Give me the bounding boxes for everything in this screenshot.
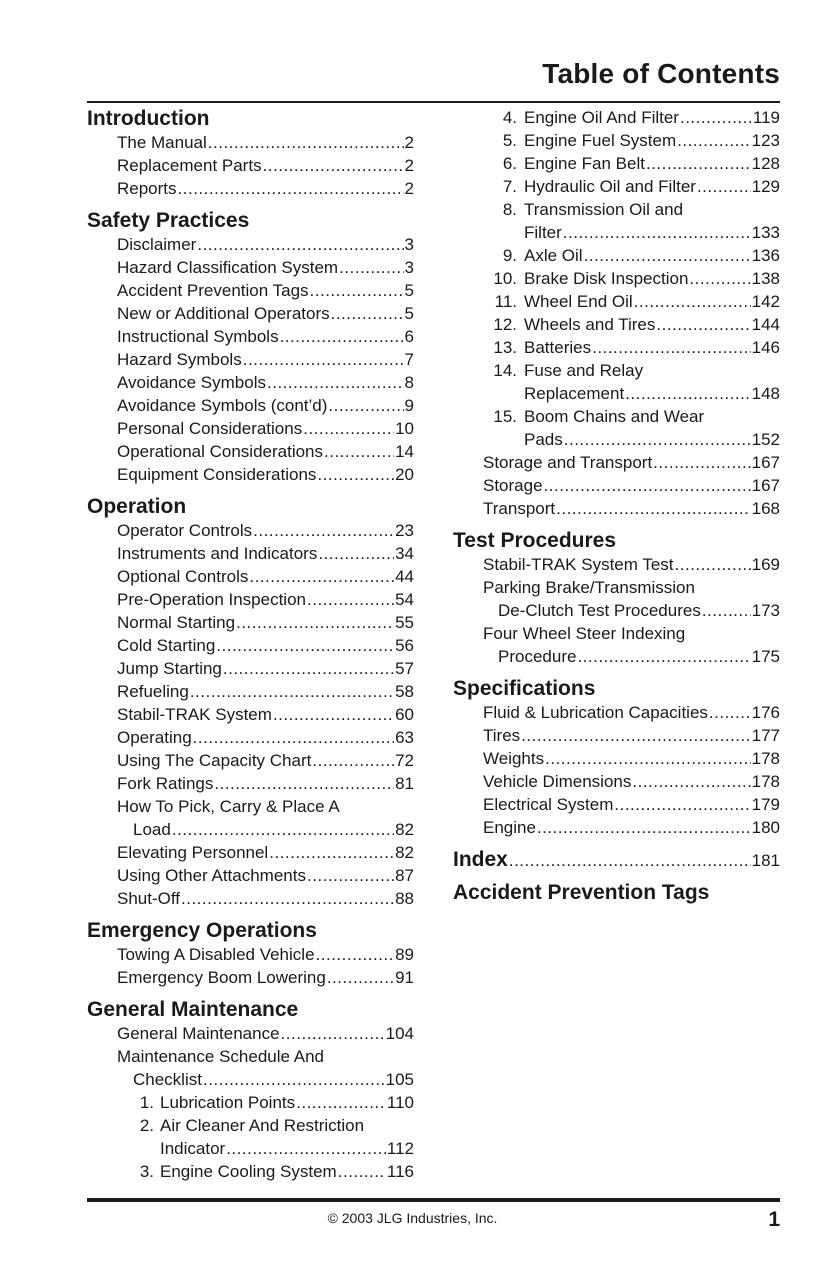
toc-entry[interactable] (453, 576, 780, 599)
page-ref: 88 (395, 889, 414, 908)
toc-entry[interactable] (453, 816, 780, 839)
entry-number: 2. (139, 1116, 154, 1135)
dot-leader (563, 221, 751, 244)
toc-entry[interactable] (87, 417, 414, 440)
toc-entry[interactable] (87, 864, 414, 887)
numbered-entry[interactable] (453, 106, 780, 129)
toc-entry[interactable] (453, 701, 780, 724)
toc-entry[interactable] (87, 841, 414, 864)
dot-leader (273, 703, 394, 726)
dot-leader (178, 177, 404, 200)
dot-leader (223, 657, 394, 680)
dot-leader (214, 772, 394, 795)
entry-label: Accident Prevention Tags (117, 281, 309, 300)
entry-number: 10. (493, 269, 517, 288)
entry-number: 9. (502, 246, 517, 265)
entry-label: Normal Starting (117, 613, 236, 632)
numbered-entry[interactable] (453, 313, 780, 336)
page-ref: 20 (395, 465, 414, 484)
page-ref: 178 (751, 772, 780, 791)
page-ref: 176 (751, 703, 780, 722)
page-ref: 169 (751, 555, 780, 574)
numbered-entry[interactable] (453, 129, 780, 152)
dot-leader (677, 129, 750, 152)
page-ref: 57 (395, 659, 414, 678)
page-ref: 56 (395, 636, 414, 655)
entry-label-continued: Checklist (133, 1070, 202, 1089)
page-ref: 128 (751, 154, 780, 173)
toc-entry[interactable] (87, 772, 414, 795)
page-ref: 181 (751, 851, 780, 870)
dot-leader (317, 463, 394, 486)
page-ref: 7 (404, 350, 414, 369)
entry-label: Brake Disk Inspection (524, 269, 689, 288)
numbered-entry[interactable] (453, 290, 780, 313)
entry-label: Transport (483, 499, 556, 518)
dot-leader (331, 302, 404, 325)
numbered-entry[interactable] (87, 1091, 414, 1114)
entry-label: New or Additional Operators (117, 304, 330, 323)
page-ref: 3 (404, 258, 414, 277)
entry-label: Maintenance Schedule And (117, 1047, 324, 1066)
entry-label: Wheels and Tires (524, 315, 656, 334)
page-ref: 54 (395, 590, 414, 609)
dot-leader (310, 279, 404, 302)
dot-leader (625, 382, 750, 405)
numbered-entry[interactable] (453, 152, 780, 175)
entry-label: Engine Fuel System (524, 131, 677, 150)
dot-leader (339, 256, 403, 279)
numbered-entry[interactable] (87, 1114, 414, 1137)
dot-leader (632, 770, 750, 793)
page-ref: 63 (395, 728, 414, 747)
entry-label: The Manual (117, 133, 207, 152)
entry-number: 14. (493, 361, 517, 380)
dot-leader (181, 887, 394, 910)
entry-label: Operational Considerations (117, 442, 324, 461)
entry-label: Disclaimer (117, 235, 197, 254)
page-ref: 146 (751, 338, 780, 357)
page-ref: 167 (751, 453, 780, 472)
page-ref: 9 (404, 396, 414, 415)
dot-leader (702, 599, 751, 622)
dot-leader (324, 440, 394, 463)
toc-entry[interactable] (87, 519, 414, 542)
page-ref: 55 (395, 613, 414, 632)
entry-label-continued: Procedure (498, 647, 577, 666)
page-title: Table of Contents (542, 58, 780, 89)
dot-leader (216, 634, 394, 657)
bottom-rule (87, 1198, 780, 1202)
page-ref: 144 (751, 315, 780, 334)
dot-leader (303, 417, 394, 440)
toc-entry[interactable] (87, 966, 414, 989)
numbered-entry[interactable] (87, 1160, 414, 1183)
toc-entry[interactable] (87, 634, 414, 657)
dot-leader (709, 701, 751, 724)
dot-leader (307, 864, 394, 887)
toc-entry[interactable] (87, 279, 414, 302)
entry-number: 3. (139, 1162, 154, 1181)
toc-entry[interactable] (87, 703, 414, 726)
entry-continuation[interactable] (453, 428, 780, 451)
entry-label: Refueling (117, 682, 189, 701)
entry-label: Instructional Symbols (117, 327, 279, 346)
page-ref: 116 (386, 1162, 414, 1181)
page-ref: 119 (752, 108, 780, 127)
section-heading: Test Procedures (453, 529, 617, 552)
dot-leader (634, 290, 751, 313)
toc-entry[interactable] (87, 887, 414, 910)
toc-entry[interactable] (87, 588, 414, 611)
page-ref: 82 (395, 820, 414, 839)
dot-leader (545, 747, 751, 770)
page-ref: 177 (751, 726, 780, 745)
toc-entry[interactable] (87, 1045, 414, 1068)
dot-leader (226, 1137, 386, 1160)
entry-continuation[interactable] (453, 599, 780, 622)
page-ref: 129 (751, 177, 780, 196)
page-ref: 142 (751, 292, 780, 311)
dot-leader (656, 313, 750, 336)
numbered-entry[interactable] (453, 267, 780, 290)
dot-leader (281, 1022, 385, 1045)
dot-leader (190, 680, 394, 703)
entry-label: Hazard Symbols (117, 350, 242, 369)
page-ref: 110 (386, 1093, 414, 1112)
entry-continuation[interactable] (453, 221, 780, 244)
page-ref: 44 (395, 567, 414, 586)
page-ref: 179 (751, 795, 780, 814)
dot-leader (544, 474, 751, 497)
entry-label: Electrical System (483, 795, 614, 814)
entry-label: Reports (117, 179, 177, 198)
entry-continuation[interactable] (87, 818, 414, 841)
entry-label: Equipment Considerations (117, 465, 317, 484)
entry-label: Engine Oil And Filter (524, 108, 679, 127)
page-ref: 5 (404, 304, 414, 323)
entry-label: Transmission Oil and (524, 200, 684, 219)
page-ref: 81 (395, 774, 414, 793)
page-ref: 87 (395, 866, 414, 885)
entry-label: Using Other Attachments (117, 866, 306, 885)
section-heading: Specifications (453, 677, 596, 700)
entry-label: Boom Chains and Wear (524, 407, 705, 426)
entry-label: Storage and Transport (483, 453, 653, 472)
entry-label: Pre-Operation Inspection (117, 590, 306, 609)
dot-leader (280, 325, 404, 348)
toc-entry[interactable] (87, 565, 414, 588)
toc-entry[interactable] (453, 451, 780, 474)
entry-label: Emergency Boom Lowering (117, 968, 326, 987)
page-ref: 152 (751, 430, 780, 449)
toc-entry[interactable] (453, 724, 780, 747)
dot-leader (269, 841, 394, 864)
entry-label: Stabil-TRAK System (117, 705, 272, 724)
page-ref: 2 (404, 156, 414, 175)
dot-leader (263, 154, 404, 177)
entry-label: Hydraulic Oil and Filter (524, 177, 696, 196)
toc-entry[interactable] (87, 348, 414, 371)
page-ref: 58 (395, 682, 414, 701)
entry-label: Storage (483, 476, 543, 495)
dot-leader (296, 1091, 386, 1114)
dot-leader (577, 645, 750, 668)
footer-copyright: © 2003 JLG Industries, Inc. (327, 1210, 498, 1226)
entry-label: Fluid & Lubrication Capacities (483, 703, 708, 722)
entry-label: Shut-Off (117, 889, 180, 908)
page-ref: 173 (751, 601, 780, 620)
entry-label: Replacement Parts (117, 156, 262, 175)
dot-leader (556, 497, 751, 520)
dot-leader (253, 519, 394, 542)
toc-entry[interactable] (87, 726, 414, 749)
toc-entry[interactable] (87, 611, 414, 634)
entry-label: Weights (483, 749, 545, 768)
entry-label: Using The Capacity Chart (117, 751, 312, 770)
entry-continuation[interactable] (87, 1137, 414, 1160)
toc-entry[interactable] (453, 622, 780, 645)
entry-label: Vehicle Dimensions (483, 772, 632, 791)
numbered-entry[interactable] (453, 244, 780, 267)
dot-leader (318, 542, 394, 565)
entry-continuation[interactable] (453, 382, 780, 405)
toc-entry[interactable] (453, 747, 780, 770)
page-ref: 2 (404, 133, 414, 152)
page-ref: 148 (751, 384, 780, 403)
entry-label: Elevating Personnel (117, 843, 269, 862)
entry-label-continued: Indicator (160, 1139, 226, 1158)
dot-leader (236, 611, 394, 634)
page-ref: 3 (404, 235, 414, 254)
entry-label-continued: De-Clutch Test Procedures (498, 601, 701, 620)
dot-leader (564, 428, 751, 451)
dot-leader (328, 394, 403, 417)
entry-label: General Maintenance (117, 1024, 280, 1043)
toc-entry[interactable] (87, 394, 414, 417)
entry-number: 7. (502, 177, 517, 196)
toc-left-column (87, 106, 414, 1183)
toc-entry[interactable] (453, 474, 780, 497)
entry-label: Tires (483, 726, 521, 745)
toc-entry[interactable] (87, 542, 414, 565)
entry-label: Axle Oil (524, 246, 583, 265)
entry-label: Engine Fan Belt (524, 154, 645, 173)
entry-continuation[interactable] (87, 1068, 414, 1091)
page-ref: 175 (751, 647, 780, 666)
entry-label: Stabil-TRAK System Test (483, 555, 674, 574)
page-ref: 133 (751, 223, 780, 242)
entry-label-continued: Replacement (524, 384, 625, 403)
dot-leader (316, 943, 395, 966)
entry-label: Jump Starting (117, 659, 222, 678)
numbered-entry[interactable] (453, 359, 780, 382)
dot-leader (172, 818, 394, 841)
dot-leader (697, 175, 751, 198)
toc-entry[interactable] (87, 795, 414, 818)
entry-label: Fuse and Relay (524, 361, 644, 380)
entry-label: Personal Considerations (117, 419, 303, 438)
entry-label: Hazard Classification System (117, 258, 339, 277)
page-ref: 72 (395, 751, 414, 770)
dot-leader (521, 724, 750, 747)
page-ref: 91 (395, 968, 414, 987)
dot-leader (653, 451, 750, 474)
section-heading: Accident Prevention Tags (453, 881, 710, 904)
entry-number: 11. (494, 292, 517, 311)
toc-entry[interactable] (87, 233, 414, 256)
page-ref: 136 (751, 246, 780, 265)
section-heading: Introduction (87, 107, 210, 130)
page-ref: 6 (404, 327, 414, 346)
page-ref: 138 (751, 269, 780, 288)
entry-label: Towing A Disabled Vehicle (117, 945, 315, 964)
entry-continuation[interactable] (453, 645, 780, 668)
dot-leader (208, 131, 404, 154)
page-ref: 89 (395, 945, 414, 964)
dot-leader (689, 267, 750, 290)
top-rule (87, 101, 780, 103)
entry-number: 5. (502, 131, 517, 150)
page-ref: 105 (385, 1070, 414, 1089)
numbered-entry[interactable] (453, 336, 780, 359)
page-ref: 5 (404, 281, 414, 300)
page-ref: 8 (404, 373, 414, 392)
entry-label: Air Cleaner And Restriction (160, 1116, 365, 1135)
dot-leader (646, 152, 751, 175)
entry-label: Avoidance Symbols (117, 373, 266, 392)
toc-entry[interactable] (453, 553, 780, 576)
section-heading: Safety Practices (87, 209, 250, 232)
dot-leader (584, 244, 751, 267)
dot-leader (249, 565, 394, 588)
dot-leader (197, 233, 403, 256)
entry-number: 1. (139, 1093, 154, 1112)
dot-leader (592, 336, 751, 359)
page-ref: 123 (751, 131, 780, 150)
page-ref: 168 (751, 499, 780, 518)
toc-entry[interactable] (87, 131, 414, 154)
dot-leader (267, 371, 404, 394)
section-label: Index (453, 848, 508, 871)
numbered-entry[interactable] (453, 198, 780, 221)
dot-leader (193, 726, 394, 749)
toc-entry[interactable] (87, 371, 414, 394)
dot-leader (509, 848, 751, 873)
page-ref: 180 (751, 818, 780, 837)
entry-number: 12. (493, 315, 517, 334)
page-ref: 167 (751, 476, 780, 495)
entry-label: How To Pick, Carry & Place A (117, 797, 340, 816)
page-ref: 112 (386, 1139, 414, 1158)
entry-label: Optional Controls (117, 567, 249, 586)
entry-label: Lubrication Points (160, 1093, 296, 1112)
entry-number: 6. (502, 154, 517, 173)
entry-number: 4. (502, 108, 517, 127)
toc-entry[interactable] (87, 440, 414, 463)
toc-right-column (453, 106, 780, 905)
toc-entry[interactable] (87, 749, 414, 772)
entry-label: Cold Starting (117, 636, 216, 655)
entry-label: Engine (483, 818, 536, 837)
numbered-entry[interactable] (453, 405, 780, 428)
dot-leader (243, 348, 404, 371)
toc-entry[interactable] (87, 256, 414, 279)
page-ref: 178 (751, 749, 780, 768)
dot-leader (680, 106, 752, 129)
dot-leader (307, 588, 394, 611)
toc-entry[interactable] (87, 325, 414, 348)
section-heading: Operation (87, 495, 187, 518)
page-ref: 82 (395, 843, 414, 862)
numbered-entry[interactable] (453, 175, 780, 198)
dot-leader (312, 749, 394, 772)
page-ref: 60 (395, 705, 414, 724)
entry-label: Operating (117, 728, 192, 747)
dot-leader (675, 553, 751, 576)
toc-entry[interactable] (87, 680, 414, 703)
toc-entry[interactable] (87, 177, 414, 200)
page-ref: 34 (395, 544, 414, 563)
toc-entry[interactable] (87, 657, 414, 680)
entry-label: Avoidance Symbols (cont’d) (117, 396, 328, 415)
dot-leader (338, 1160, 386, 1183)
entry-label: Parking Brake/Transmission (483, 578, 695, 597)
page-number: 1 (768, 1208, 780, 1231)
dot-leader (203, 1068, 385, 1091)
toc-entry[interactable] (87, 154, 414, 177)
page-ref: 2 (404, 179, 414, 198)
toc-entry[interactable] (87, 943, 414, 966)
section-heading-index[interactable] (453, 847, 780, 872)
entry-number: 15. (493, 407, 517, 426)
dot-leader (327, 966, 394, 989)
toc-entry[interactable] (453, 770, 780, 793)
dot-leader (537, 816, 751, 839)
section-heading: Emergency Operations (87, 919, 317, 942)
entry-label: Wheel End Oil (524, 292, 633, 311)
entry-label: Four Wheel Steer Indexing (483, 624, 686, 643)
entry-label: Fork Ratings (117, 774, 214, 793)
entry-label: Engine Cooling System (160, 1162, 337, 1181)
entry-number: 13. (493, 338, 517, 357)
page-ref: 23 (395, 521, 414, 540)
section-heading: General Maintenance (87, 998, 299, 1021)
page-ref: 14 (395, 442, 414, 461)
entry-label-continued: Filter (524, 223, 562, 242)
toc-entry[interactable] (453, 793, 780, 816)
toc-entry[interactable] (87, 463, 414, 486)
toc-entry[interactable] (453, 497, 780, 520)
entry-label-continued: Pads (524, 430, 563, 449)
page-ref: 10 (395, 419, 414, 438)
toc-entry[interactable] (87, 1022, 414, 1045)
entry-label-continued: Load (133, 820, 171, 839)
entry-label: Operator Controls (117, 521, 253, 540)
page-ref: 104 (385, 1024, 414, 1043)
toc-entry[interactable] (87, 302, 414, 325)
entry-label: Batteries (524, 338, 592, 357)
dot-leader (614, 793, 750, 816)
entry-label: Instruments and Indicators (117, 544, 318, 563)
entry-number: 8. (502, 200, 517, 219)
